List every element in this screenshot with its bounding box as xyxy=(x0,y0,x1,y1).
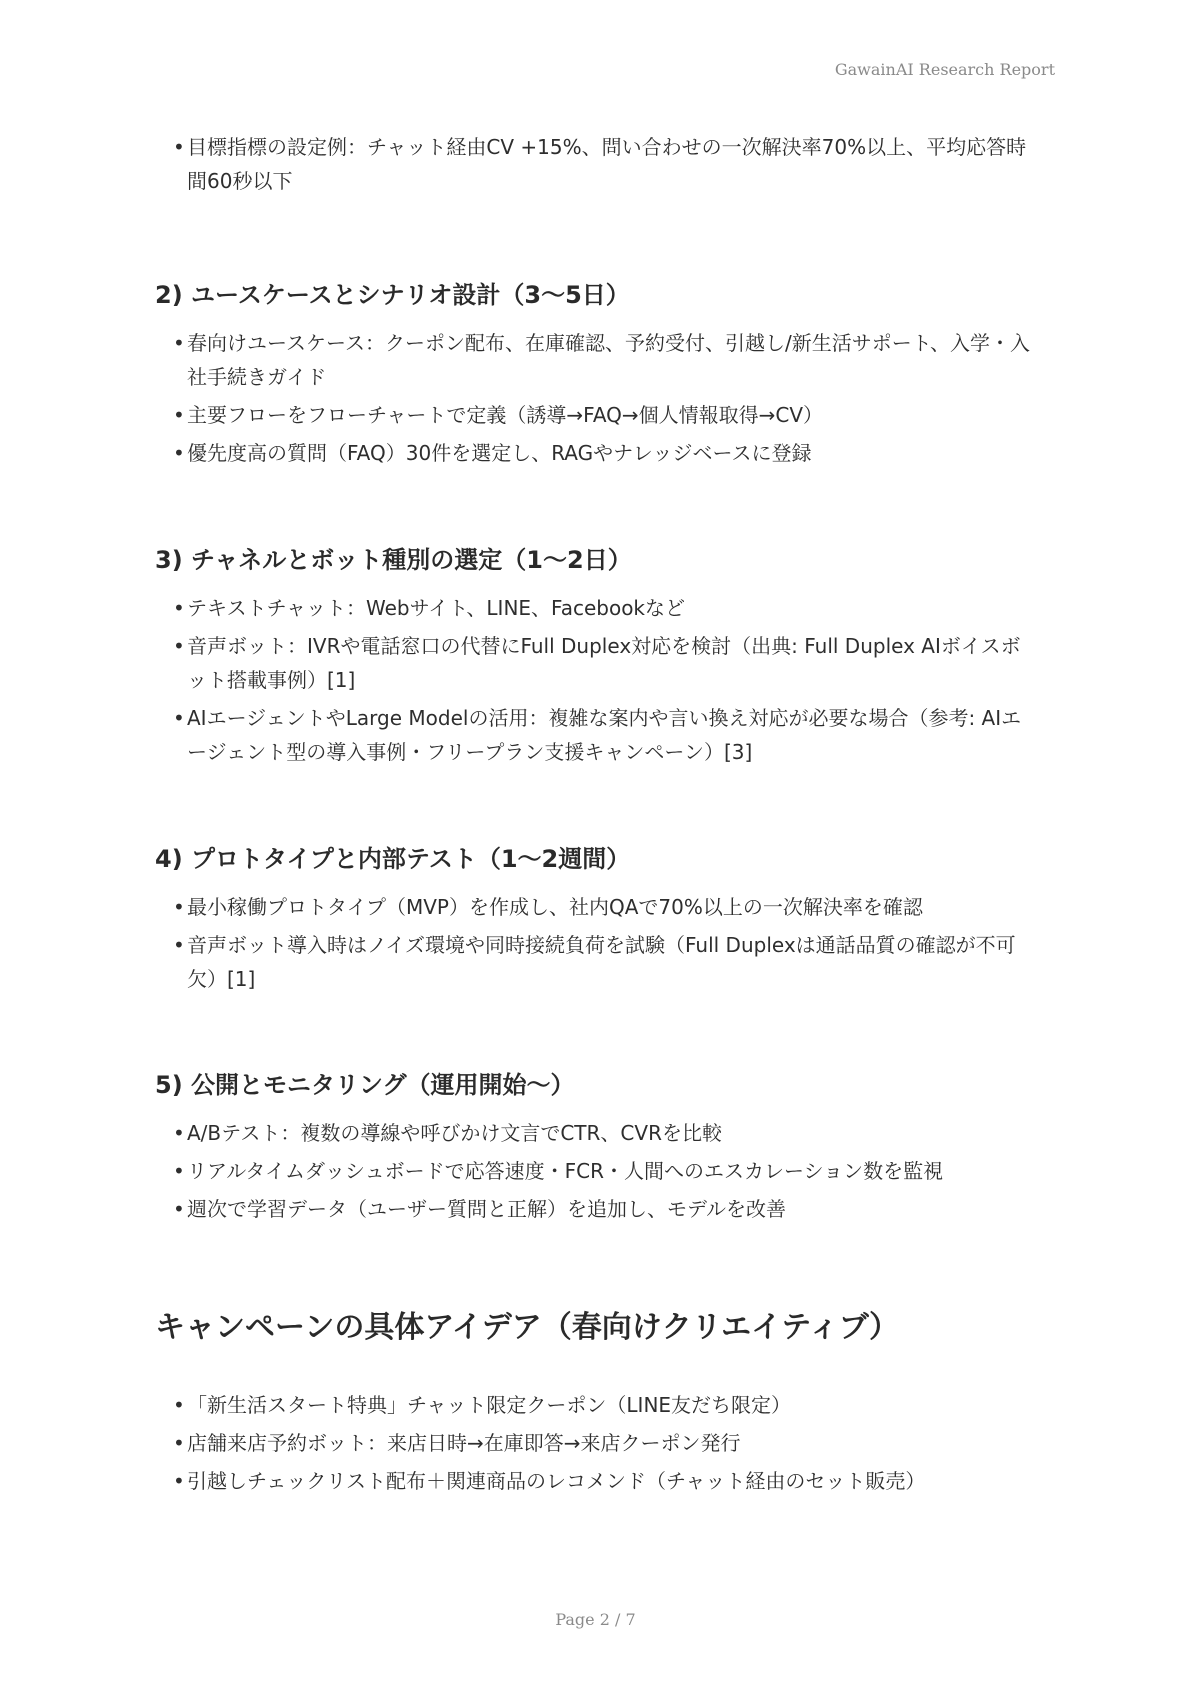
campaign-section xyxy=(155,1308,1035,1502)
list-item: • テキストチャット：Webサイト、LINE、Facebookなど xyxy=(155,591,1035,625)
campaign-bullet-list xyxy=(155,1388,1035,1498)
section-launch xyxy=(155,1068,1035,1230)
section-prototype xyxy=(155,842,1035,1000)
section-heading: 5) 公開とモニタリング（運用開始〜） xyxy=(155,1071,575,1099)
section-heading: 2) ユースケースとシナリオ設計（3〜5日） xyxy=(155,281,630,309)
list-item: • リアルタイムダッシュボードで応答速度・FCR・人間へのエスカレーション数を監視 xyxy=(155,1154,1035,1188)
section-heading: 3) チャネルとボット種別の選定（1〜2日） xyxy=(155,546,632,574)
list-item: • 目標指標の設定例：チャット経由CV +15%、問い合わせの一次解決率70%以上、平均応答時間60秒以下 xyxy=(155,130,1035,198)
campaign-heading: キャンペーンの具体アイデア（春向けクリエイティブ） xyxy=(155,1310,899,1345)
bullet-list xyxy=(155,326,1035,470)
list-item: • 店舗来店予約ボット：来店日時→在庫即答→来店クーポン発行 xyxy=(155,1426,1035,1460)
list-item: • 「新生活スタート特典」チャット限定クーポン（LINE友だち限定） xyxy=(155,1388,1035,1422)
list-item: • 音声ボット：IVRや電話窓口の代替にFull Duplex対応を検討（出典: Full Duplex AIボイスボット搭載事例）[1] xyxy=(155,629,1035,697)
section-heading: 4) プロトタイプと内部テスト（1〜2週間） xyxy=(155,845,631,873)
list-item: • 春向けユースケース：クーポン配布、在庫確認、予約受付、引越し/新生活サポート、入学・入社手続きガイド xyxy=(155,326,1035,394)
bullet-list xyxy=(155,1116,1035,1226)
intro-block xyxy=(155,130,1035,202)
bullet-list xyxy=(155,890,1035,996)
list-item: • 引越しチェックリスト配布＋関連商品のレコメンド（チャット経由のセット販売） xyxy=(155,1464,1035,1498)
list-item: • 主要フローをフローチャートで定義（誘導→FAQ→個人情報取得→CV） xyxy=(155,398,1035,432)
report-header-title: GawainAI Research Report xyxy=(834,60,1055,79)
page-number: Page 2 / 7 xyxy=(555,1610,636,1629)
intro-bullet-list xyxy=(155,130,1035,198)
bullet-list xyxy=(155,591,1035,769)
list-item: • AIエージェントやLarge Modelの活用：複雑な案内や言い換え対応が必要な場合（参考: AIエージェント型の導入事例・フリープラン支援キャンペーン）[3] xyxy=(155,701,1035,769)
list-item: • 最小稼働プロトタイプ（MVP）を作成し、社内QAで70%以上の一次解決率を確認 xyxy=(155,890,1035,924)
list-item: • 音声ボット導入時はノイズ環境や同時接続負荷を試験（Full Duplexは通話品質の確認が不可欠）[1] xyxy=(155,928,1035,996)
list-item: • A/Bテスト：複数の導線や呼びかけ文言でCTR、CVRを比較 xyxy=(155,1116,1035,1150)
list-item: • 週次で学習データ（ユーザー質問と正解）を追加し、モデルを改善 xyxy=(155,1192,1035,1226)
list-item: • 優先度高の質問（FAQ）30件を選定し、RAGやナレッジベースに登録 xyxy=(155,436,1035,470)
section-use-cases xyxy=(155,278,1035,474)
section-channels xyxy=(155,543,1035,773)
